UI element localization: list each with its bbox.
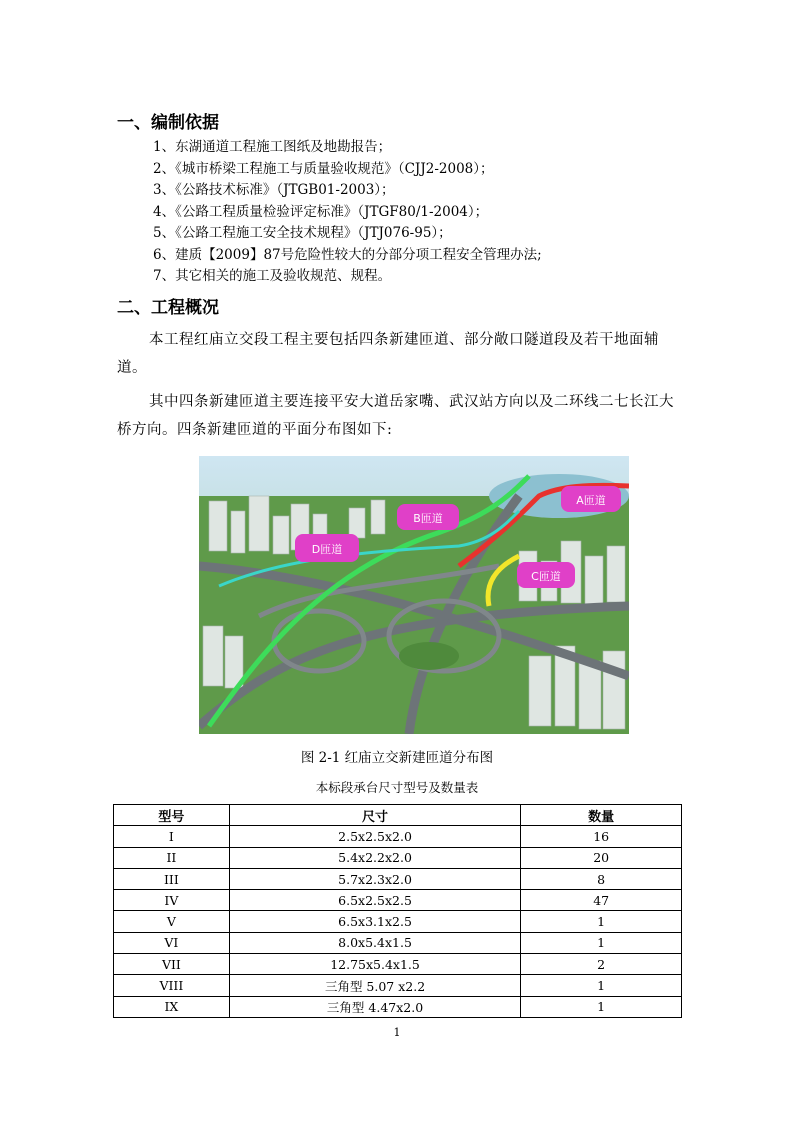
cell-size: 三角型 4.47x2.0: [229, 996, 521, 1017]
b-ramp-label-bubble: [397, 504, 459, 530]
overview-paragraph-1: 本工程红庙立交段工程主要包括四条新建匝道、部分敞口隧道段及若干地面辅道。: [117, 332, 659, 376]
column-header-size: 尺寸: [229, 805, 521, 826]
column-header-model: 型号: [114, 805, 230, 826]
cell-model: VI: [114, 932, 230, 953]
overview-paragraph-2: 其中四条新建匝道主要连接平安大道岳家嘴、武汉站方向以及二环线二七长江大桥方向。四条新建匝道的平面分布图如下:: [117, 394, 674, 438]
section-title-overview: 二、工程概况: [117, 298, 219, 318]
column-header-quantity: 数量: [521, 805, 682, 826]
cell-model: III: [114, 868, 230, 889]
figure-caption: 图 2-1 红庙立交新建匝道分布图: [300, 750, 494, 766]
table-row: [114, 975, 682, 996]
cell-quantity: 1: [521, 932, 682, 953]
table-row: [114, 932, 682, 953]
table-row: [114, 911, 682, 932]
cell-quantity: 1: [521, 996, 682, 1017]
list-item: 1、东湖通道工程施工图纸及地勘报告；: [153, 139, 392, 155]
b-ramp-label: B匝道: [413, 512, 443, 525]
cell-model: V: [114, 911, 230, 932]
cell-quantity: 1: [521, 911, 682, 932]
list-item: 3、《公路技术标准》（JTGB01-2003）；: [153, 182, 395, 198]
cell-size: 5.4x2.2x2.0: [229, 847, 521, 868]
list-item: 4、《公路工程质量检验评定标准》（JTGF80/1-2004）；: [153, 203, 489, 220]
cell-size: 6.5x2.5x2.5: [229, 890, 521, 911]
table-row: [114, 996, 682, 1017]
reference-list: [153, 137, 542, 288]
cell-quantity: 20: [521, 847, 682, 868]
table-row: [114, 847, 682, 868]
cell-model: II: [114, 847, 230, 868]
page-number: 1: [393, 1026, 401, 1039]
cell-quantity: 8: [521, 868, 682, 889]
interchange-aerial-image: [199, 456, 629, 734]
a-ramp-label: A匝道: [576, 494, 606, 507]
cell-model: I: [114, 826, 230, 847]
cell-model: VIII: [114, 975, 230, 996]
cell-size: 2.5x2.5x2.0: [229, 826, 521, 847]
table-title: 本标段承台尺寸型号及数量表: [315, 780, 479, 795]
cell-size: 12.75x5.4x1.5: [229, 954, 521, 975]
a-ramp-label-bubble: [561, 486, 621, 512]
cell-quantity: 2: [521, 954, 682, 975]
cell-quantity: 16: [521, 826, 682, 847]
cell-quantity: 1: [521, 975, 682, 996]
cell-size: 三角型 5.07 x2.2: [229, 975, 521, 996]
cell-model: IV: [114, 890, 230, 911]
table-header-row: [114, 805, 682, 826]
c-ramp-label: C匝道: [531, 570, 561, 583]
list-item: 2、《城市桥梁工程施工与质量验收规范》（CJJ2-2008）；: [153, 160, 494, 177]
cell-quantity: 47: [521, 890, 682, 911]
cell-size: 5.7x2.3x2.0: [229, 868, 521, 889]
table-row: [114, 826, 682, 847]
cell-model: VII: [114, 954, 230, 975]
d-ramp-label-bubble: [295, 534, 359, 562]
table-row: [114, 890, 682, 911]
list-item: 7、其它相关的施工及验收规范、规程。: [153, 268, 392, 284]
cell-size: 8.0x5.4x1.5: [229, 932, 521, 953]
pile-cap-table: [113, 804, 682, 1018]
cell-size: 6.5x3.1x2.5: [229, 911, 521, 932]
c-ramp-label-bubble: [517, 562, 575, 588]
d-ramp-label: D匝道: [311, 543, 343, 556]
list-item: 5、《公路工程施工安全技术规程》（JTJ076-95）；: [153, 225, 452, 241]
table-row: [114, 868, 682, 889]
table-row: [114, 954, 682, 975]
list-item: 6、建质【2009】87号危险性较大的分部分项工程安全管理办法;: [153, 246, 542, 263]
section-title-basis: 一、编制依据: [117, 113, 219, 133]
cell-model: IX: [114, 996, 230, 1017]
